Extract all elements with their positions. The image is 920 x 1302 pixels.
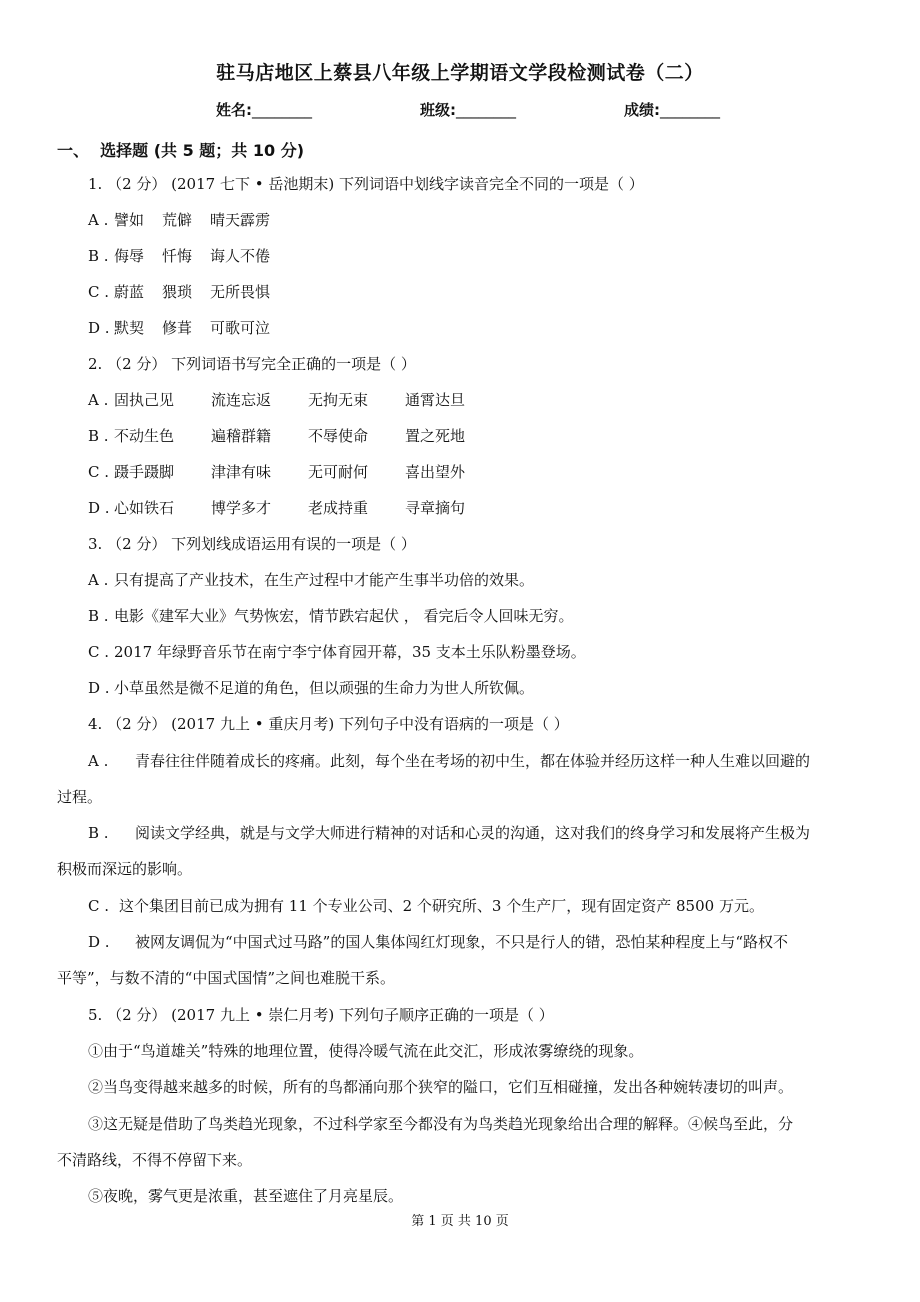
option-word: 修葺 <box>162 319 193 337</box>
option-word: 无所畏惧 <box>210 283 271 301</box>
q1-option-c <box>88 282 270 302</box>
option-letter: C . <box>88 283 110 301</box>
option-letter: C . <box>88 897 110 915</box>
q4-option-a <box>88 751 810 771</box>
option-letter: A . <box>88 571 109 589</box>
question-4-stem: 4. （2 分） (2017 九上 • 重庆月考) 下列句子中没有语病的一项是（ ） <box>88 715 569 733</box>
name-label: 姓名: <box>216 101 252 119</box>
option-word: 置之死地 <box>405 427 466 445</box>
option-text: 小草虽然是微不足道的角色，但以顽强的生命力为世人所钦佩。 <box>114 679 535 697</box>
option-text: 被网友调侃为“中国式过马路”的国人集体闯红灯现象，不只是行人的错，恐怕某种程度上与“路权不 <box>135 933 789 951</box>
score-blank: ________ <box>660 101 720 119</box>
option-word: 不辱使命 <box>308 427 369 445</box>
q5-sentence-1: ①由于“鸟道雄关”特殊的地理位置，使得冷暖气流在此交汇，形成浓雾缭绕的现象。 <box>88 1042 644 1060</box>
q4-option-b <box>88 823 810 843</box>
option-word: 老成持重 <box>308 499 369 517</box>
section-heading: 一、 选择题 (共 5 题；共 10 分) <box>57 141 305 160</box>
page-footer: 第 1 页 共 10 页 <box>411 1214 509 1229</box>
q4-option-b-cont: 积极而深远的影响。 <box>57 860 193 878</box>
class-label: 班级: <box>420 101 456 119</box>
option-text: 青春往往伴随着成长的疼痛。此刻，每个坐在考场的初中生，都在体验并经历这样一种人生难以回避的 <box>135 752 811 770</box>
option-letter: D . <box>88 499 110 517</box>
q4-option-c <box>88 896 764 916</box>
option-letter: A . <box>88 752 109 770</box>
q2-option-c <box>88 462 465 482</box>
q2-option-b <box>88 426 465 446</box>
q5-sentence-2: ②当鸟变得越来越多的时候，所有的鸟都涌向那个狭窄的隘口，它们互相碰撞，发出各种婉转凄切的叫声。 <box>88 1078 794 1096</box>
option-letter: C . <box>88 463 110 481</box>
class-field <box>420 99 516 120</box>
q5-sentence-3-4: ③这无疑是借助了鸟类趋光现象，不过科学家至今都没有为鸟类趋光现象给出合理的解释。④候鸟至此，分 <box>88 1115 794 1133</box>
option-word: 不动生色 <box>114 427 175 445</box>
page-title: 驻马店地区上蔡县八年级上学期语文学段检测试卷（二） <box>216 62 704 84</box>
q4-option-d-cont: 平等”，与数不清的“中国式国情”之间也难脱干系。 <box>57 969 396 987</box>
question-3-stem: 3. （2 分） 下列划线成语运用有误的一项是（ ） <box>88 535 416 553</box>
option-letter: C . <box>88 643 110 661</box>
option-letter: B . <box>88 607 109 625</box>
option-word: 诲人不倦 <box>210 247 271 265</box>
q3-option-c <box>88 642 586 662</box>
question-2-stem: 2. （2 分） 下列词语书写完全正确的一项是（ ） <box>88 355 416 373</box>
q4-option-d <box>88 932 788 952</box>
question-5-stem: 5. （2 分） (2017 九上 • 崇仁月考) 下列句子顺序正确的一项是（ ） <box>88 1006 554 1024</box>
score-field <box>624 99 720 120</box>
class-blank: ________ <box>456 101 516 119</box>
option-word: 寻章摘句 <box>405 499 466 517</box>
option-word: 通霄达旦 <box>405 391 466 409</box>
score-label: 成绩: <box>624 101 660 119</box>
option-word: 博学多才 <box>211 499 272 517</box>
option-word: 固执己见 <box>114 391 175 409</box>
option-word: 默契 <box>114 319 145 337</box>
option-letter: D . <box>88 319 110 337</box>
option-word: 心如铁石 <box>114 499 175 517</box>
option-letter: B . <box>88 247 109 265</box>
option-text: 阅读文学经典，就是与文学大师进行精神的对话和心灵的沟通，这对我们的终身学习和发展将产生极为 <box>135 824 811 842</box>
option-word: 譬如 <box>114 211 145 229</box>
option-text: 2017 年绿野音乐节在南宁李宁体育园开幕，35 支本土乐队粉墨登场。 <box>114 643 586 661</box>
q1-option-a <box>88 210 270 230</box>
q3-option-a <box>88 570 534 590</box>
option-word: 蹑手蹑脚 <box>114 463 175 481</box>
option-word: 无可耐何 <box>308 463 369 481</box>
option-word: 侮辱 <box>114 247 145 265</box>
option-word: 蔚蓝 <box>114 283 145 301</box>
q5-sentence-4-cont: 不清路线，不得不停留下来。 <box>57 1151 253 1169</box>
q2-option-a <box>88 390 465 410</box>
q4-option-a-cont: 过程。 <box>57 788 103 806</box>
option-word: 忏悔 <box>162 247 193 265</box>
option-text: 这个集团目前已成为拥有 11 个专业公司、2 个研究所、3 个生产厂，现有固定资产 8500 万元。 <box>119 897 764 915</box>
name-field <box>216 99 312 120</box>
q2-option-d <box>88 498 465 518</box>
q5-sentence-5: ⑤夜晚，雾气更是浓重，甚至遮住了月亮星辰。 <box>88 1187 404 1205</box>
option-letter: B . <box>88 427 109 445</box>
question-1-stem: 1. （2 分） (2017 七下 • 岳池期末) 下列词语中划线字读音完全不同的一项是（ ） <box>88 175 644 193</box>
option-word: 猥琐 <box>162 283 193 301</box>
option-word: 荒僻 <box>162 211 193 229</box>
option-word: 流连忘返 <box>211 391 272 409</box>
option-word: 喜出望外 <box>405 463 466 481</box>
q3-option-b <box>88 606 574 626</box>
q1-option-b <box>88 246 270 266</box>
option-letter: A . <box>88 391 109 409</box>
option-text: 电影《建军大业》气势恢宏，情节跌宕起伏 ， 看完后令人回味无穷。 <box>114 607 574 625</box>
option-letter: D . <box>88 933 110 951</box>
option-word: 津津有味 <box>211 463 272 481</box>
option-letter: D . <box>88 679 110 697</box>
name-blank: ________ <box>252 101 312 119</box>
option-word: 晴天霹雳 <box>210 211 271 229</box>
option-letter: A . <box>88 211 109 229</box>
q1-option-d <box>88 318 270 338</box>
q3-option-d <box>88 678 534 698</box>
option-word: 无拘无束 <box>308 391 369 409</box>
option-word: 可歌可泣 <box>210 319 271 337</box>
option-text: 只有提高了产业技术，在生产过程中才能产生事半功倍的效果。 <box>114 571 535 589</box>
option-word: 遍稽群籍 <box>211 427 272 445</box>
option-letter: B . <box>88 824 109 842</box>
